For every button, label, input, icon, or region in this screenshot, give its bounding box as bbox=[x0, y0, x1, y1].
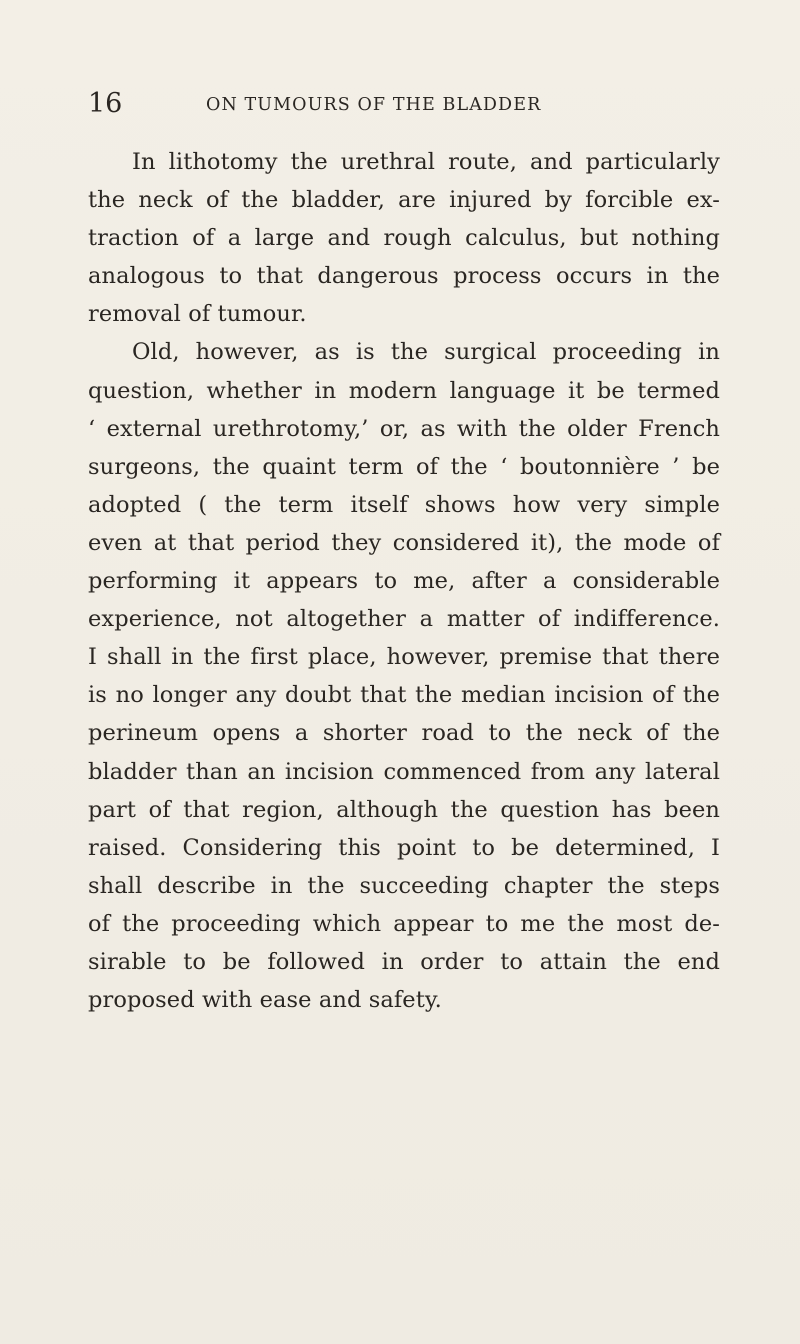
text-line: sirable to be followed in order to attain the end bbox=[88, 948, 720, 975]
text-line: ‘ external urethrotomy,’ or, as with the older French bbox=[88, 415, 720, 442]
text-line: question, whether in modern language it be termed bbox=[88, 377, 720, 404]
text-line: part of that region, although the question has been bbox=[88, 796, 720, 823]
text-line: experience, not altogether a matter of indifference. bbox=[88, 606, 720, 633]
text-line: bladder than an incision commenced from any lateral bbox=[88, 758, 720, 785]
text-line: removal of tumour. bbox=[88, 301, 307, 328]
text-line: even at that period they considered it), the mode of bbox=[88, 529, 720, 556]
text-line: proposed with ease and safety. bbox=[88, 987, 442, 1014]
running-head: ON TUMOURS OF THE BLADDER bbox=[206, 95, 542, 115]
text-line: surgeons, the quaint term of the ‘ boutonnière ’ be bbox=[88, 453, 720, 480]
text-line: shall describe in the succeeding chapter the steps bbox=[88, 872, 720, 899]
text-line: of the proceeding which appear to me the most de- bbox=[88, 910, 720, 937]
text-line: In lithotomy the urethral route, and particularly bbox=[132, 149, 720, 175]
page-header bbox=[88, 86, 720, 122]
text-line: adopted ( the term itself shows how very simple bbox=[88, 491, 720, 518]
page-number: 16 bbox=[88, 88, 123, 119]
text-line: analogous to that dangerous process occurs in the bbox=[88, 263, 720, 290]
text-line: perineum opens a shorter road to the neck of the bbox=[88, 720, 720, 747]
text-line: traction of a large and rough calculus, but nothing bbox=[88, 225, 720, 252]
text-line: Old, however, as is the surgical proceeding in bbox=[132, 339, 720, 366]
text-line: the neck of the bladder, are injured by forcible ex- bbox=[88, 187, 720, 214]
text-line: raised. Considering this point to be determined, I bbox=[88, 834, 720, 861]
text-line: performing it appears to me, after a considerable bbox=[88, 568, 720, 595]
body-text bbox=[88, 143, 720, 1019]
text-line: I shall in the first place, however, premise that there bbox=[88, 644, 720, 671]
text-line: is no longer any doubt that the median incision of the bbox=[88, 682, 720, 709]
